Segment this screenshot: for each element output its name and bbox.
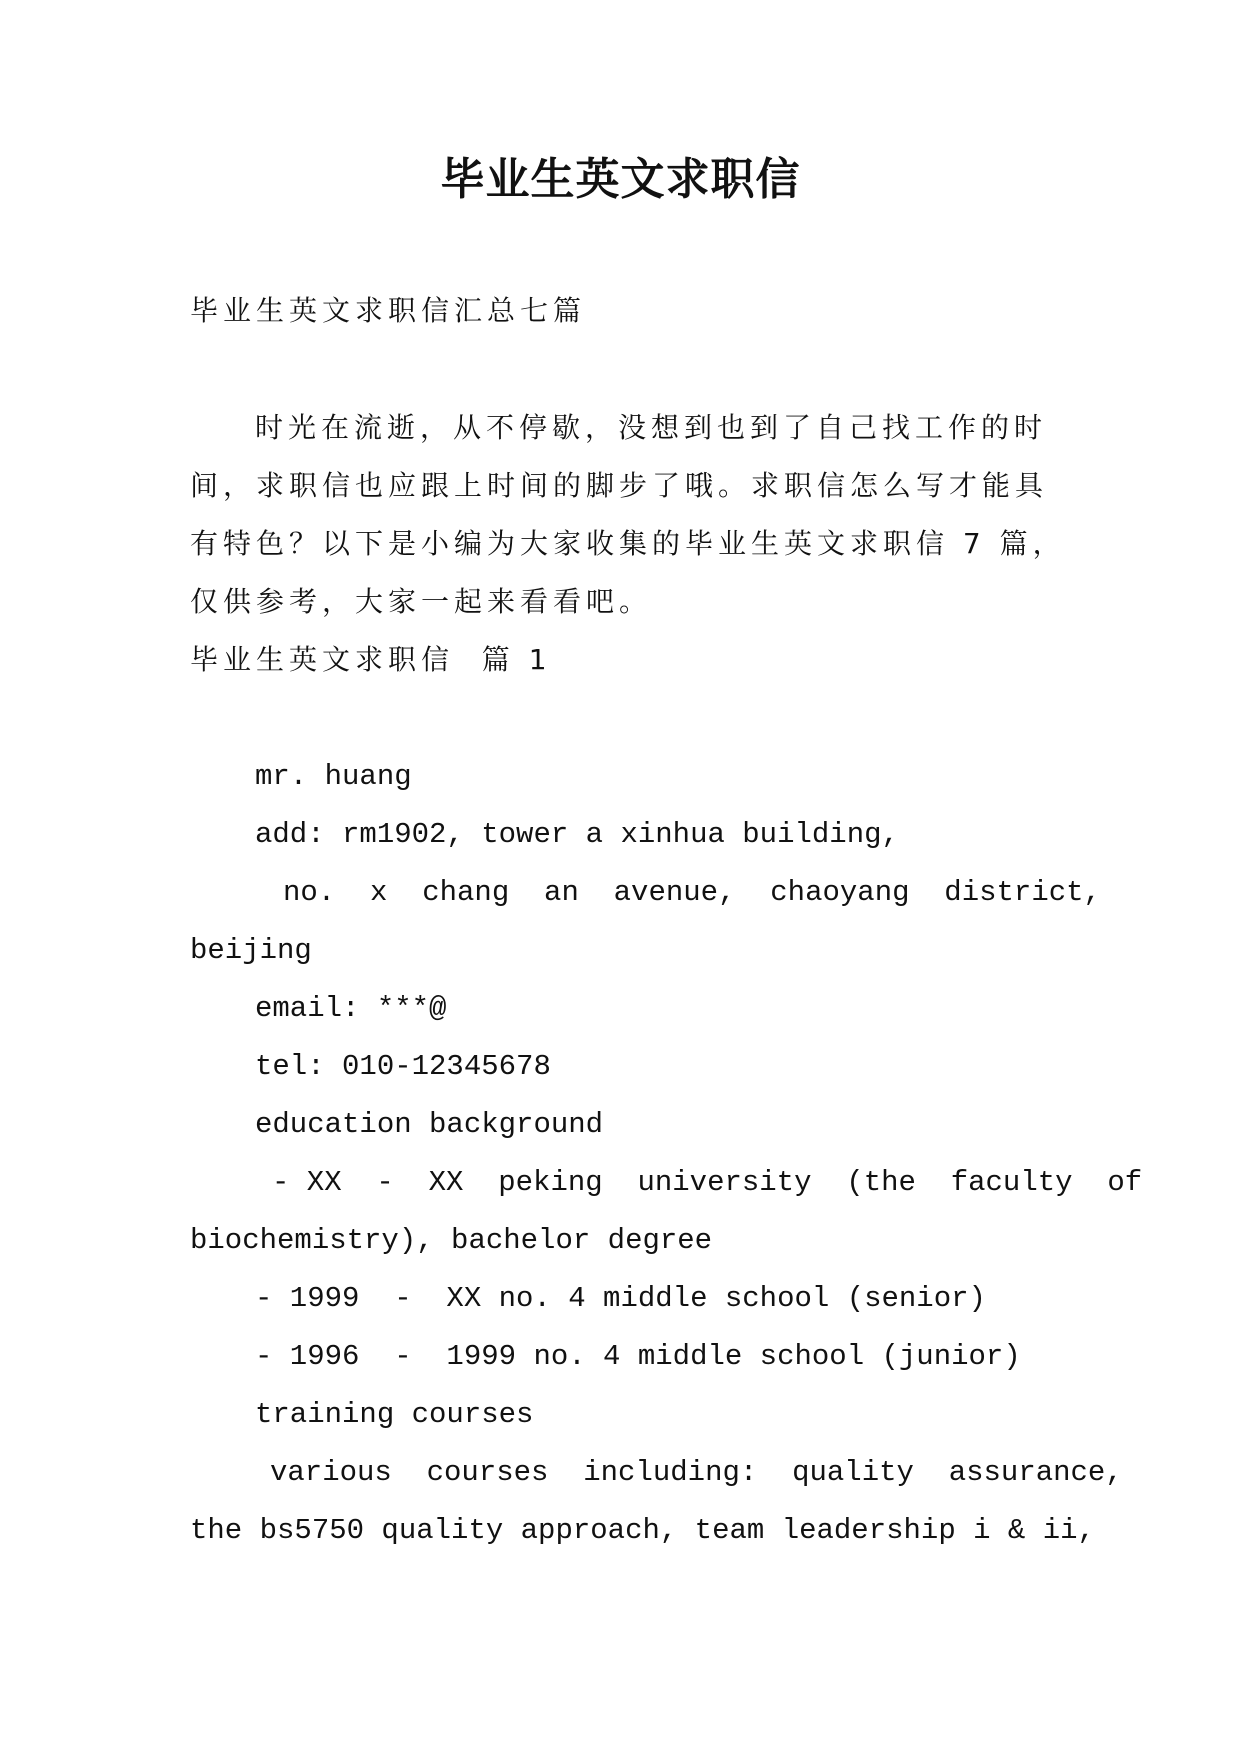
address-line-2: no. x chang an avenue, chaoyang district,	[283, 876, 1101, 909]
education-heading: education background	[255, 1108, 604, 1141]
intro-line-3: 有特色？以下是小编为大家收集的毕业生英文求职信 7 篇，	[190, 527, 1066, 560]
education-item-2: - 1999 - XX no. 4 middle school (senior)	[255, 1282, 986, 1315]
training-heading: training courses	[255, 1398, 534, 1431]
education-item-3: - 1996 - 1999 no. 4 middle school (junior)	[255, 1340, 1021, 1373]
intro-line-2: 间，求职信也应跟上时间的脚步了哦。求职信怎么写才能具	[190, 469, 1049, 502]
section-heading: 毕业生英文求职信 篇 1	[190, 643, 552, 676]
training-item-1: various courses including: quality assurance,	[270, 1456, 1123, 1489]
training-item-1-cont: the bs5750 quality approach, team leadership i & ii,	[190, 1514, 1095, 1547]
tel-line: tel: 010-12345678	[255, 1050, 551, 1083]
address-line-1: add: rm1902, tower a xinhua building,	[255, 818, 899, 851]
education-item-1-cont: biochemistry), bachelor degree	[190, 1224, 713, 1257]
intro-line-4: 仅供参考，大家一起来看看吧。	[190, 585, 653, 618]
address-line-3: beijing	[190, 934, 312, 967]
education-item-1: - XX - XX peking university (the faculty of	[272, 1166, 1143, 1199]
contact-name: mr. huang	[255, 760, 412, 793]
email-line: email: ***@	[255, 992, 447, 1025]
document-title: 毕业生英文求职信	[440, 154, 801, 205]
document-subtitle: 毕业生英文求职信汇总七篇	[190, 294, 587, 327]
intro-line-1: 时光在流逝，从不停歇，没想到也到了自己找工作的时	[255, 411, 1048, 444]
